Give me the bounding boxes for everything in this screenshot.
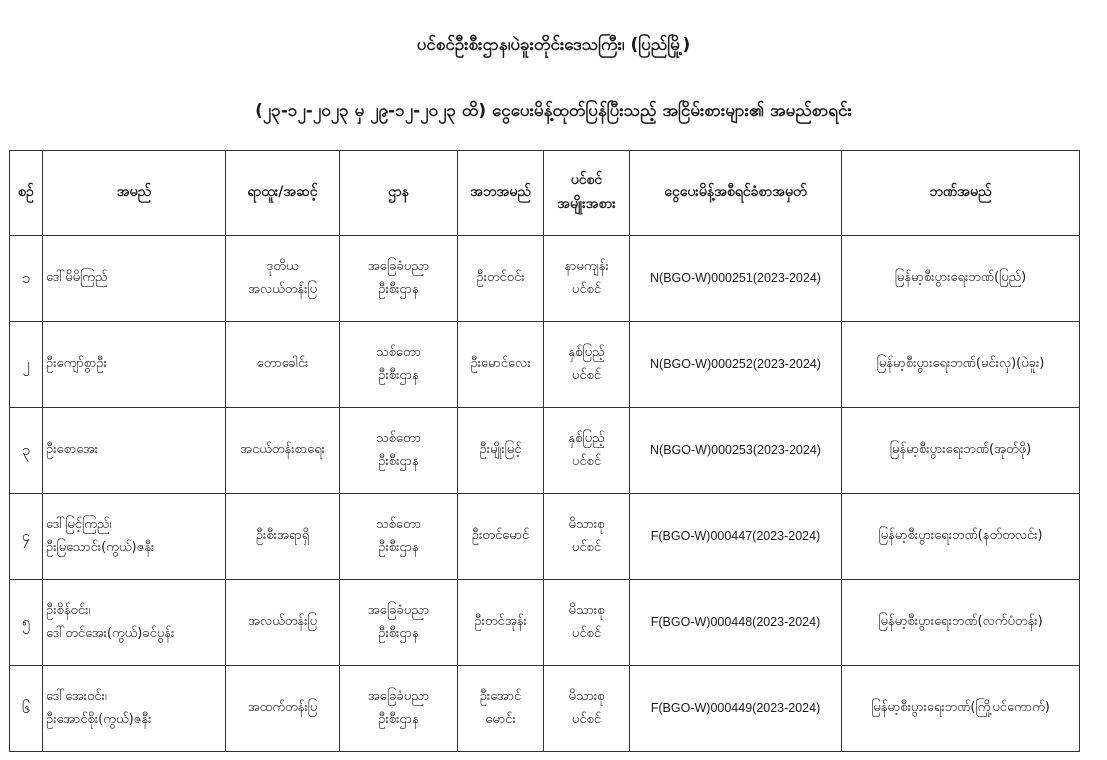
table-row bbox=[10, 666, 1080, 752]
cell-name: ဒေါ်အေးဝင်း၊ ဦးအောင်စိုး(ကွယ်)ဇနီး bbox=[43, 666, 226, 752]
header-name: အမည် bbox=[43, 151, 226, 236]
cell-report-number: F(BGO-W)000447(2023-2024) bbox=[630, 494, 842, 580]
cell-name: ဦးစိန်ဝင်း၊ ဒေါ်တင်အေး(ကွယ်)ခင်ပွန်း bbox=[43, 580, 226, 666]
cell-position: အထက်တန်းပြ bbox=[226, 666, 340, 752]
document-subtitle: (၂၃-၁၂-၂၀၂၃ မှ ၂၉-၁၂-၂၀၂၃ ထိ) ငွေပေးမိန့်ထုတ်ပြန်ပြီးသည့် အငြိမ်းစားများ၏ အမည်စာရင်း bbox=[255, 101, 852, 121]
cell-pension-type: မိသားစု ပင်စင် bbox=[544, 666, 630, 752]
cell-pension-type: နှစ်ပြည့် ပင်စင် bbox=[544, 408, 630, 494]
cell-bank: မြန်မာ့စီးပွားရေးဘဏ်(အုတ်ဖို) bbox=[842, 408, 1080, 494]
table-row bbox=[10, 494, 1080, 580]
cell-name: ဒေါ်မြင့်ကြည်၊ ဦးမြသောင်း(ကွယ်)ဇနီး bbox=[43, 494, 226, 580]
cell-report-number: F(BGO-W)000448(2023-2024) bbox=[630, 580, 842, 666]
cell-pension-type: မိသားစု ပင်စင် bbox=[544, 580, 630, 666]
cell-position: အငယ်တန်းစာရေး bbox=[226, 408, 340, 494]
cell-report-number: N(BGO-W)000251(2023-2024) bbox=[630, 236, 842, 322]
pension-list-table bbox=[9, 150, 1080, 752]
table-row bbox=[10, 408, 1080, 494]
cell-department: အခြေခံပညာ ဦးစီးဌာန bbox=[340, 580, 458, 666]
cell-position: ဦးစီးအရာရှိ bbox=[226, 494, 340, 580]
cell-father-name: ဦးတင်မောင် bbox=[458, 494, 544, 580]
cell-father-name: ဦးတင်ဝင်း bbox=[458, 236, 544, 322]
document-title: ပင်စင်ဦးစီးဌာန၊ပဲခူးတိုင်းဒေသကြီး၊ (ပြည်မြို့) bbox=[416, 35, 691, 55]
cell-pension-type: နာမကျန်း ပင်စင် bbox=[544, 236, 630, 322]
cell-bank: မြန်မာ့စီးပွားရေးဘဏ်(နတ်တလင်း) bbox=[842, 494, 1080, 580]
cell-report-number: N(BGO-W)000252(2023-2024) bbox=[630, 322, 842, 408]
cell-pension-type: နှစ်ပြည့် ပင်စင် bbox=[544, 322, 630, 408]
cell-father-name: ဦးအောင် မောင်း bbox=[458, 666, 544, 752]
header-pension-type: ပင်စင် အမျိုးအစား bbox=[544, 151, 630, 236]
table-row bbox=[10, 580, 1080, 666]
table-header-row bbox=[10, 151, 1080, 236]
cell-bank: မြန်မာ့စီးပွားရေးဘဏ်(ပြည်) bbox=[842, 236, 1080, 322]
cell-no: ၁ bbox=[10, 236, 43, 322]
header-department: ဌာန bbox=[340, 151, 458, 236]
cell-no: ၅ bbox=[10, 580, 43, 666]
cell-department: သစ်တော ဦးစီးဌာန bbox=[340, 408, 458, 494]
cell-no: ၄ bbox=[10, 494, 43, 580]
header-father-name: အဘအမည် bbox=[458, 151, 544, 236]
header-position: ရာထူး/အဆင့် bbox=[226, 151, 340, 236]
cell-name: ဒေါ်မိမိကြည် bbox=[43, 236, 226, 322]
cell-department: သစ်တော ဦးစီးဌာန bbox=[340, 322, 458, 408]
cell-report-number: F(BGO-W)000449(2023-2024) bbox=[630, 666, 842, 752]
cell-no: ၆ bbox=[10, 666, 43, 752]
cell-bank: မြန်မာ့စီးပွားရေးဘဏ်(မင်းလှ)(ပဲခူး) bbox=[842, 322, 1080, 408]
header-no: စဉ် bbox=[10, 151, 43, 236]
cell-pension-type: မိသားစု ပင်စင် bbox=[544, 494, 630, 580]
cell-name: ဦးစောအေး bbox=[43, 408, 226, 494]
table-row bbox=[10, 236, 1080, 322]
cell-report-number: N(BGO-W)000253(2023-2024) bbox=[630, 408, 842, 494]
cell-position: တောခေါင်း bbox=[226, 322, 340, 408]
cell-department: အခြေခံပညာ ဦးစီးဌာန bbox=[340, 236, 458, 322]
cell-father-name: ဦးမောင်လေး bbox=[458, 322, 544, 408]
cell-department: အခြေခံပညာ ဦးစီးဌာန bbox=[340, 666, 458, 752]
cell-bank: မြန်မာ့စီးပွားရေးဘဏ်(လက်ပံတန်း) bbox=[842, 580, 1080, 666]
cell-father-name: ဦးမျိုးမြင့် bbox=[458, 408, 544, 494]
cell-position: ဒုတိယ အလယ်တန်းပြ bbox=[226, 236, 340, 322]
cell-position: အလယ်တန်းပြ bbox=[226, 580, 340, 666]
cell-bank: မြန်မာ့စီးပွားရေးဘဏ်(ကြို့ပင်ကောက်) bbox=[842, 666, 1080, 752]
header-bank: ဘဏ်အမည် bbox=[842, 151, 1080, 236]
cell-name: ဦးကျော်စွာဦး bbox=[43, 322, 226, 408]
cell-no: ၃ bbox=[10, 408, 43, 494]
header-report-number: ငွေပေးမိန့်အစီရင်ခံစာအမှတ် bbox=[630, 151, 842, 236]
cell-father-name: ဦးတင်အုန်း bbox=[458, 580, 544, 666]
cell-department: သစ်တော ဦးစီးဌာန bbox=[340, 494, 458, 580]
cell-no: ၂ bbox=[10, 322, 43, 408]
table-row bbox=[10, 322, 1080, 408]
